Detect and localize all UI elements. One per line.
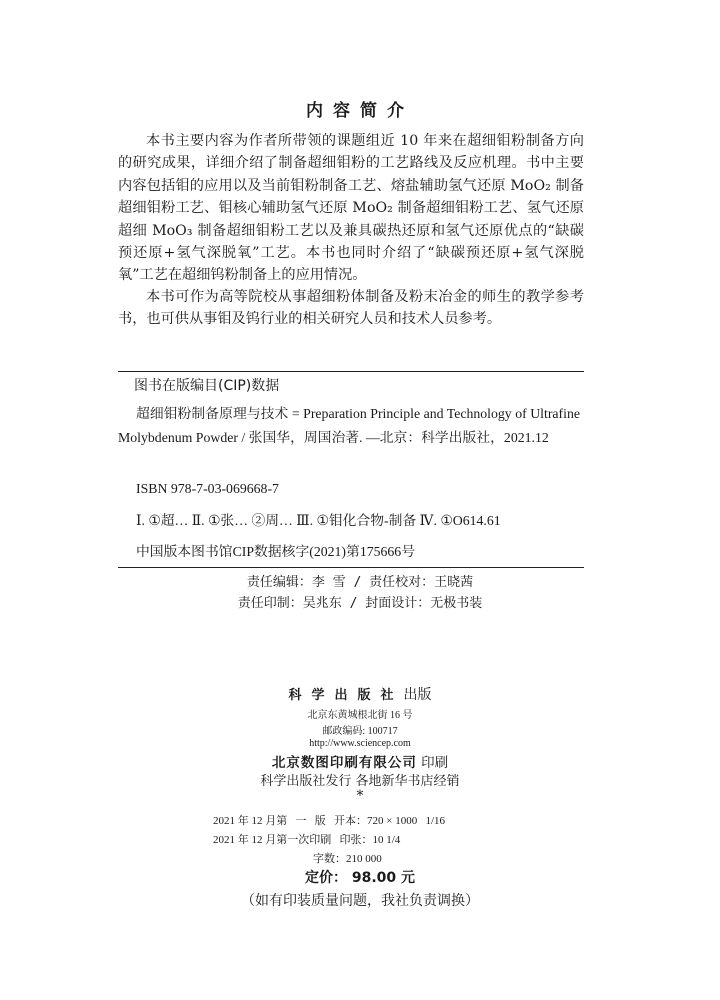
printer-line bbox=[0, 751, 720, 771]
publisher-suffix: 出版 bbox=[403, 687, 432, 703]
separator-star: * bbox=[356, 788, 364, 804]
printer-suffix: 印刷 bbox=[421, 755, 449, 771]
cip-subjects: Ⅰ. ①超… Ⅱ. ①张… ②周… Ⅲ. ①钼化合物-制备 Ⅳ. ①O614.61 bbox=[136, 513, 501, 528]
cip-isbn: ISBN 978-7-03-069668-7 bbox=[136, 481, 279, 496]
page-title: 内容简介 bbox=[306, 101, 414, 121]
credits-production: 责任印制：吴兆东 / 封面设计：无极书装 bbox=[237, 596, 483, 611]
price: 定价： 98.00 元 bbox=[304, 870, 416, 886]
distribution-line: 科学出版社发行 各地新华书店经销 bbox=[260, 774, 460, 789]
cip-heading: 图书在版编目(CIP)数据 bbox=[134, 378, 280, 394]
publisher-postcode: 邮政编码: 100717 bbox=[322, 726, 398, 737]
printer-name: 北京数图印刷有限公司 bbox=[271, 755, 417, 771]
summary-paragraph-1: 本书主要内容为作者所带领的课题组近 10 年来在超细钼粉制备方向的研究成果，详细介绍了制备超细钼粉的工艺路线及反应机理。书中主要内容包括钼的应用以及当前钼粉制备工艺、熔盐辅助氢气还原 MoO₂ 制备超细钼粉工艺、钼核心辅助氢气还原 MoO₂ 制备超细钼粉工艺、氢气还原超细 MoO₃ 制备超细钼粉工艺以及兼具碳热还原和氢气还原优点的“缺碳预还原+氢气深脱氧”工艺。本书也同时介绍了“缺碳预还原+氢气深脱氧”工艺在超细钨粉制备上的应用情况。 bbox=[118, 133, 584, 284]
edition-line: 2021 年 12 月第 一 版 开本：720 × 1000 1/16 bbox=[213, 815, 446, 827]
cip-title-line: 超细钼粉制备原理与技术 = Preparation Principle and Technology of Ultrafine Molybdenum Powder / 张国华，周国治著. —北京：科学出版社，2021.12 bbox=[118, 406, 580, 445]
summary-paragraph-2: 本书可作为高等院校从事超细粉体制备及粉末冶金的师生的教学参考书，也可供从事钼及钨行业的相关研究人员和技术人员参考。 bbox=[118, 289, 584, 328]
publisher-name: 科学出版社 bbox=[288, 688, 404, 703]
word-count: 字数：210 000 bbox=[313, 853, 382, 865]
cip-bottom-rule bbox=[118, 567, 584, 568]
cip-number: 中国版本图书馆CIP数据核字(2021)第175666号 bbox=[136, 544, 416, 559]
cip-top-rule bbox=[118, 371, 584, 372]
printing-line: 2021 年 12 月第一次印刷 印张：10 1/4 bbox=[213, 834, 401, 846]
publisher-website: http://www.sciencep.com bbox=[309, 738, 411, 749]
publisher-address: 北京东黄城根北街 16 号 bbox=[307, 710, 413, 721]
credits-editors: 责任编辑：李 雪 / 责任校对：王晓茜 bbox=[246, 575, 474, 590]
publisher-line bbox=[0, 684, 720, 704]
quality-notice: （如有印装质量问题，我社负责调换） bbox=[241, 893, 479, 909]
